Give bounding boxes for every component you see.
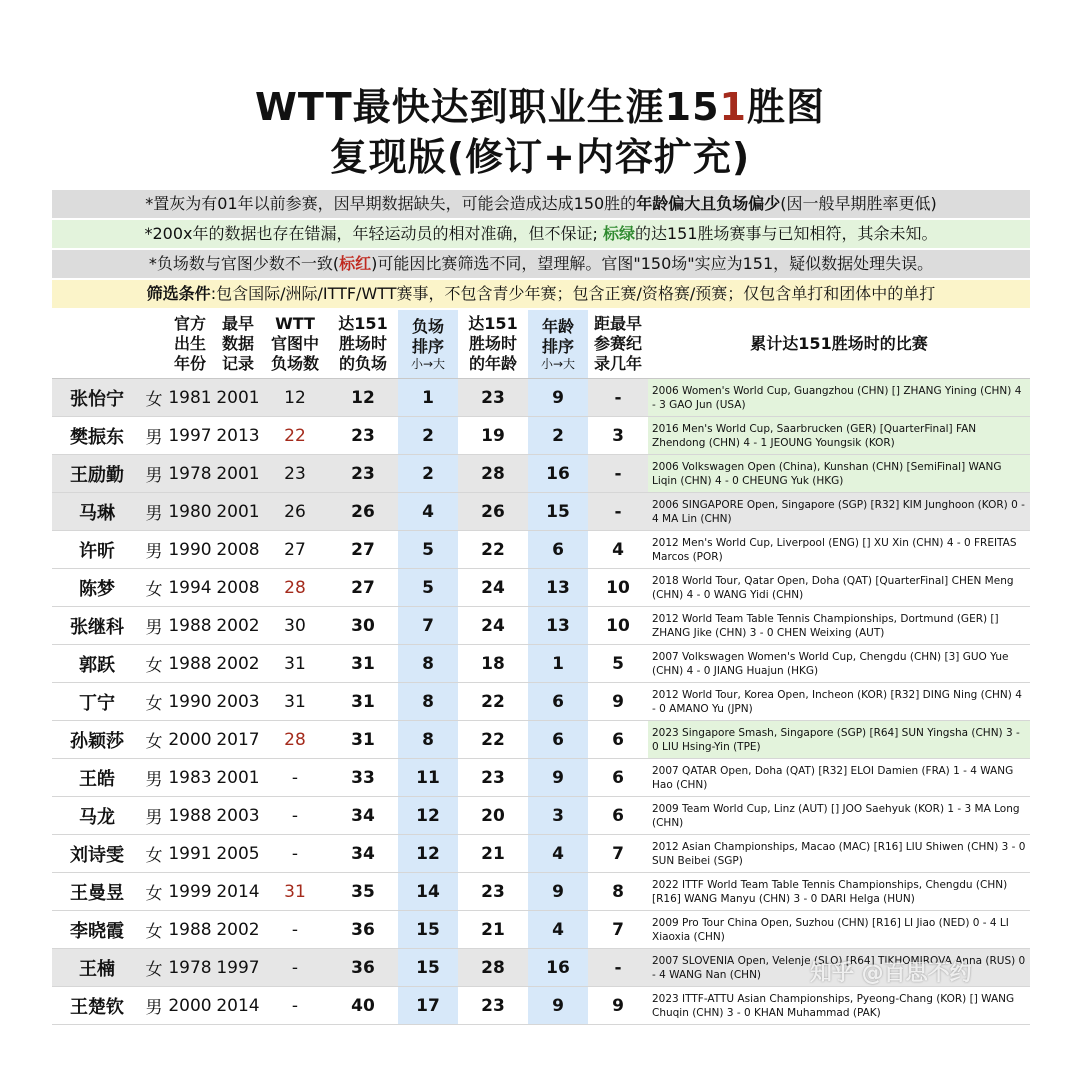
age-at-151: 22 xyxy=(481,691,505,712)
earliest-record: 2017 xyxy=(216,729,260,750)
player-sex: 男 xyxy=(145,770,163,790)
losses-at-151: 36 xyxy=(351,919,375,940)
table-row xyxy=(52,607,1030,645)
age-rank: 9 xyxy=(528,987,588,1024)
birth-year: 1990 xyxy=(168,691,212,712)
years-since-first: 6 xyxy=(612,805,624,826)
earliest-record: 2013 xyxy=(216,425,260,446)
player-sex: 女 xyxy=(145,922,163,942)
player-name: 郭跃 xyxy=(79,654,115,676)
age-rank: 16 xyxy=(528,949,588,986)
losses-at-151: 40 xyxy=(351,995,375,1016)
player-sex: 男 xyxy=(145,618,163,638)
match-at-151: 2012 Asian Championships, Macao (MAC) [R16] LIU Shiwen (CHN) 3 - 0 SUN Beibei (SGP) xyxy=(652,840,1026,867)
player-sex: 男 xyxy=(145,466,163,486)
wtt-losses: 26 xyxy=(284,501,306,522)
player-sex: 男 xyxy=(145,542,163,562)
wtt-losses: 30 xyxy=(284,615,306,636)
age-rank: 13 xyxy=(528,607,588,644)
match-at-151: 2016 Men's World Cup, Saarbrucken (GER) [QuarterFinal] FAN Zhendong (CHN) 4 - 1 JEOUNG Youngsik (KOR) xyxy=(648,417,1030,454)
loss-rank: 15 xyxy=(398,949,458,986)
birth-year: 1988 xyxy=(168,919,212,940)
table-row xyxy=(52,379,1030,417)
age-at-151: 22 xyxy=(481,729,505,750)
ranking-table xyxy=(52,310,1030,1025)
earliest-record: 2008 xyxy=(216,539,260,560)
player-name: 王皓 xyxy=(79,768,115,790)
loss-rank: 12 xyxy=(398,797,458,834)
note-gray: *置灰为有01年以前参赛，因早期数据缺失，可能会造成达成150胜的年龄偏大且负场偏少(因一般早期胜率更低) xyxy=(52,190,1030,218)
years-since-first: - xyxy=(614,957,622,978)
birth-year: 2000 xyxy=(168,995,212,1016)
player-name: 王励勤 xyxy=(70,464,124,486)
player-sex: 男 xyxy=(145,808,163,828)
years-since-first: 7 xyxy=(612,919,624,940)
match-at-151: 2023 Singapore Smash, Singapore (SGP) [R64] SUN Yingsha (CHN) 3 - 0 LIU Hsing-Yin (TPE) xyxy=(648,721,1030,758)
match-at-151: 2006 Volkswagen Open (China), Kunshan (CHN) [SemiFinal] WANG Liqin (CHN) 4 - 0 CHEUNG Yuk (HKG) xyxy=(648,455,1030,492)
player-sex: 女 xyxy=(145,846,163,866)
age-at-151: 26 xyxy=(481,501,505,522)
loss-rank: 8 xyxy=(398,721,458,758)
birth-year: 1988 xyxy=(168,653,212,674)
loss-rank: 5 xyxy=(398,531,458,568)
age-rank: 4 xyxy=(528,911,588,948)
wtt-losses: 31 xyxy=(284,881,306,902)
loss-rank: 15 xyxy=(398,911,458,948)
header-losses-at-151: 达151 胜场时 的负场 xyxy=(338,314,388,373)
match-at-151: 2009 Pro Tour China Open, Suzhou (CHN) [R16] LI Jiao (NED) 0 - 4 LI Xiaoxia (CHN) xyxy=(652,916,1009,943)
age-at-151: 20 xyxy=(481,805,505,826)
birth-year: 1994 xyxy=(168,577,212,598)
header-earliest-record: 最早 数据 记录 xyxy=(221,314,254,373)
player-name: 马龙 xyxy=(79,806,115,828)
player-name: 李晓霞 xyxy=(70,920,124,942)
earliest-record: 1997 xyxy=(216,957,260,978)
birth-year: 1988 xyxy=(168,805,212,826)
table-row xyxy=(52,455,1030,493)
match-at-151: 2007 SLOVENIA Open, Velenje (SLO) [R64] TIKHOMIROVA Anna (RUS) 0 - 4 WANG Nan (CHN) xyxy=(652,954,1026,981)
age-rank: 9 xyxy=(528,759,588,796)
player-sex: 男 xyxy=(145,428,163,448)
years-since-first: 6 xyxy=(612,767,624,788)
wtt-losses: - xyxy=(291,805,299,826)
losses-at-151: 27 xyxy=(351,539,375,560)
player-name: 刘诗雯 xyxy=(70,844,124,866)
earliest-record: 2003 xyxy=(216,805,260,826)
birth-year: 1980 xyxy=(168,501,212,522)
earliest-record: 2002 xyxy=(216,919,260,940)
table-row xyxy=(52,911,1030,949)
wtt-losses: - xyxy=(291,843,299,864)
losses-at-151: 23 xyxy=(351,463,375,484)
table-body xyxy=(52,379,1030,1025)
age-rank: 3 xyxy=(528,797,588,834)
wtt-losses: 28 xyxy=(284,577,306,598)
years-since-first: - xyxy=(614,501,622,522)
header-years-since: 距最早 参赛纪 录几年 xyxy=(593,314,642,373)
table-row xyxy=(52,797,1030,835)
table-row xyxy=(52,835,1030,873)
earliest-record: 2001 xyxy=(216,463,260,484)
age-at-151: 23 xyxy=(481,767,505,788)
age-at-151: 23 xyxy=(481,881,505,902)
losses-at-151: 36 xyxy=(351,957,375,978)
age-at-151: 23 xyxy=(481,995,505,1016)
age-at-151: 21 xyxy=(481,843,505,864)
header-loss-rank: 负场 排序 小→大 xyxy=(398,310,458,378)
match-at-151: 2009 Team World Cup, Linz (AUT) [] JOO Saehyuk (KOR) 1 - 3 MA Long (CHN) xyxy=(652,802,1020,829)
player-sex: 女 xyxy=(145,960,163,980)
years-since-first: - xyxy=(614,387,622,408)
loss-rank: 4 xyxy=(398,493,458,530)
age-rank: 1 xyxy=(528,645,588,682)
earliest-record: 2003 xyxy=(216,691,260,712)
age-at-151: 24 xyxy=(481,577,505,598)
losses-at-151: 35 xyxy=(351,881,375,902)
age-rank: 9 xyxy=(528,873,588,910)
table-row xyxy=(52,645,1030,683)
losses-at-151: 26 xyxy=(351,501,375,522)
player-sex: 女 xyxy=(145,580,163,600)
years-since-first: 7 xyxy=(612,843,624,864)
loss-rank: 5 xyxy=(398,569,458,606)
player-name: 马琳 xyxy=(79,502,115,524)
earliest-record: 2001 xyxy=(216,767,260,788)
player-name: 陈梦 xyxy=(79,578,115,600)
title-red-digit: 1 xyxy=(719,85,747,129)
loss-rank: 11 xyxy=(398,759,458,796)
earliest-record: 2008 xyxy=(216,577,260,598)
losses-at-151: 27 xyxy=(351,577,375,598)
wtt-losses: - xyxy=(291,919,299,940)
table-row xyxy=(52,493,1030,531)
player-name: 丁宁 xyxy=(79,692,115,714)
wtt-losses: 28 xyxy=(284,729,306,750)
loss-rank: 2 xyxy=(398,417,458,454)
table-row xyxy=(52,417,1030,455)
losses-at-151: 31 xyxy=(351,729,375,750)
header-age-at-151: 达151 胜场时 的年龄 xyxy=(468,314,518,373)
age-at-151: 23 xyxy=(481,387,505,408)
earliest-record: 2014 xyxy=(216,881,260,902)
birth-year: 1997 xyxy=(168,425,212,446)
player-name: 张怡宁 xyxy=(70,388,124,410)
age-rank: 13 xyxy=(528,569,588,606)
title-line2: 复现版(修订+内容扩充) xyxy=(329,135,751,179)
player-sex: 女 xyxy=(145,390,163,410)
player-name: 樊振东 xyxy=(70,426,124,448)
wtt-losses: - xyxy=(291,995,299,1016)
wtt-losses: 27 xyxy=(284,539,306,560)
player-sex: 女 xyxy=(145,732,163,752)
earliest-record: 2001 xyxy=(216,501,260,522)
age-at-151: 22 xyxy=(481,539,505,560)
table-row xyxy=(52,569,1030,607)
match-at-151: 2007 QATAR Open, Doha (QAT) [R32] ELOI Damien (FRA) 1 - 4 WANG Hao (CHN) xyxy=(652,764,1014,791)
table-row xyxy=(52,873,1030,911)
earliest-record: 2014 xyxy=(216,995,260,1016)
player-sex: 女 xyxy=(145,884,163,904)
age-rank: 6 xyxy=(528,683,588,720)
header-match: 累计达151胜场时的比赛 xyxy=(750,334,928,353)
wtt-losses: 22 xyxy=(284,425,306,446)
losses-at-151: 34 xyxy=(351,805,375,826)
wtt-losses: - xyxy=(291,767,299,788)
birth-year: 1981 xyxy=(168,387,212,408)
table-row xyxy=(52,531,1030,569)
years-since-first: 6 xyxy=(612,729,624,750)
years-since-first: 4 xyxy=(612,539,624,560)
losses-at-151: 33 xyxy=(351,767,375,788)
loss-rank: 14 xyxy=(398,873,458,910)
player-sex: 女 xyxy=(145,656,163,676)
note-filter: 筛选条件:包含国际/洲际/ITTF/WTT赛事，不包含青少年赛；包含正赛/资格赛/预赛；仅包含单打和团体中的单打 xyxy=(52,280,1030,308)
match-at-151: 2012 World Team Table Tennis Championships, Dortmund (GER) [] ZHANG Jike (CHN) 3 - 0 CHEN Weixing (AUT) xyxy=(652,612,999,639)
loss-rank: 8 xyxy=(398,683,458,720)
years-since-first: 10 xyxy=(606,577,630,598)
birth-year: 1991 xyxy=(168,843,212,864)
player-name: 许昕 xyxy=(79,540,115,562)
wtt-losses: 23 xyxy=(284,463,306,484)
age-at-151: 28 xyxy=(481,463,505,484)
birth-year: 1988 xyxy=(168,615,212,636)
loss-rank: 8 xyxy=(398,645,458,682)
losses-at-151: 12 xyxy=(351,387,375,408)
age-at-151: 28 xyxy=(481,957,505,978)
age-rank: 2 xyxy=(528,417,588,454)
age-at-151: 24 xyxy=(481,615,505,636)
years-since-first: 3 xyxy=(612,425,624,446)
note-green: *200x年的数据也存在错漏，年轻运动员的相对准确，但不保证; 标绿的达151胜场赛事与已知相符，其余未知。 xyxy=(52,220,1030,248)
table-row xyxy=(52,683,1030,721)
header-name xyxy=(52,310,142,378)
years-since-first: 9 xyxy=(612,995,624,1016)
wtt-losses: 31 xyxy=(284,691,306,712)
player-sex: 男 xyxy=(145,998,163,1018)
birth-year: 1990 xyxy=(168,539,212,560)
birth-year: 1978 xyxy=(168,957,212,978)
losses-at-151: 34 xyxy=(351,843,375,864)
player-name: 王楠 xyxy=(79,958,115,980)
age-rank: 9 xyxy=(528,379,588,416)
player-sex: 男 xyxy=(145,504,163,524)
player-sex: 女 xyxy=(145,694,163,714)
years-since-first: 5 xyxy=(612,653,624,674)
age-rank: 16 xyxy=(528,455,588,492)
age-at-151: 21 xyxy=(481,919,505,940)
losses-at-151: 31 xyxy=(351,691,375,712)
header-age-rank: 年龄 排序 小→大 xyxy=(528,310,588,378)
match-at-151: 2012 World Tour, Korea Open, Incheon (KOR) [R32] DING Ning (CHN) 4 - 0 AMANO Yu (JPN) xyxy=(652,688,1022,715)
match-at-151: 2023 ITTF-ATTU Asian Championships, Pyeong-Chang (KOR) [] WANG Chuqin (CHN) 3 - 0 KHAN Muhammad (PAK) xyxy=(652,992,1015,1019)
note-red: *负场数与官图少数不一致(标红)可能因比赛筛选不同，望理解。官图"150场"实应为151，疑似数据处理失误。 xyxy=(52,250,1030,278)
table-header xyxy=(52,310,1030,379)
losses-at-151: 23 xyxy=(351,425,375,446)
age-at-151: 18 xyxy=(481,653,505,674)
age-rank: 6 xyxy=(528,531,588,568)
notes xyxy=(52,190,1030,310)
player-name: 孙颖莎 xyxy=(70,730,124,752)
player-name: 张继科 xyxy=(70,616,124,638)
table-row xyxy=(52,987,1030,1025)
wtt-losses: 31 xyxy=(284,653,306,674)
years-since-first: 9 xyxy=(612,691,624,712)
loss-rank: 17 xyxy=(398,987,458,1024)
header-birth-year: 官方 出生 年份 xyxy=(173,314,206,373)
years-since-first: 10 xyxy=(606,615,630,636)
earliest-record: 2005 xyxy=(216,843,260,864)
match-at-151: 2006 SINGAPORE Open, Singapore (SGP) [R32] KIM Junghoon (KOR) 0 - 4 MA Lin (CHN) xyxy=(652,498,1025,525)
birth-year: 1983 xyxy=(168,767,212,788)
birth-year: 1978 xyxy=(168,463,212,484)
age-rank: 4 xyxy=(528,835,588,872)
losses-at-151: 30 xyxy=(351,615,375,636)
age-at-151: 19 xyxy=(481,425,505,446)
wtt-losses: - xyxy=(291,957,299,978)
header-wtt-losses: WTT 官图中 负场数 xyxy=(270,314,319,373)
player-name: 王楚钦 xyxy=(70,996,124,1018)
page-title xyxy=(0,82,1080,182)
loss-rank: 12 xyxy=(398,835,458,872)
loss-rank: 7 xyxy=(398,607,458,644)
match-at-151: 2007 Volkswagen Women's World Cup, Chengdu (CHN) [3] GUO Yue (CHN) 4 - 0 JIANG Huajun (HKG) xyxy=(652,650,1009,677)
match-at-151: 2018 World Tour, Qatar Open, Doha (QAT) [QuarterFinal] CHEN Meng (CHN) 4 - 0 WANG Yidi (CHN) xyxy=(652,574,1014,601)
title-line1: WTT最快达到职业生涯151胜图 xyxy=(255,85,825,129)
earliest-record: 2002 xyxy=(216,653,260,674)
wtt-losses: 12 xyxy=(284,387,306,408)
player-name: 王曼昱 xyxy=(70,882,124,904)
loss-rank: 1 xyxy=(398,379,458,416)
loss-rank: 2 xyxy=(398,455,458,492)
match-at-151: 2022 ITTF World Team Table Tennis Championships, Chengdu (CHN) [R16] WANG Manyu (CHN) 3 - 0 DARI Helga (HUN) xyxy=(652,878,1008,905)
birth-year: 1999 xyxy=(168,881,212,902)
age-rank: 6 xyxy=(528,721,588,758)
table-row xyxy=(52,759,1030,797)
losses-at-151: 31 xyxy=(351,653,375,674)
earliest-record: 2002 xyxy=(216,615,260,636)
age-rank: 15 xyxy=(528,493,588,530)
watermark: 知乎 @百思不约 xyxy=(810,961,972,986)
birth-year: 2000 xyxy=(168,729,212,750)
table-row xyxy=(52,721,1030,759)
years-since-first: 8 xyxy=(612,881,624,902)
header-sex xyxy=(142,310,166,378)
years-since-first: - xyxy=(614,463,622,484)
earliest-record: 2001 xyxy=(216,387,260,408)
match-at-151: 2012 Men's World Cup, Liverpool (ENG) [] XU Xin (CHN) 4 - 0 FREITAS Marcos (POR) xyxy=(652,536,1017,563)
match-at-151: 2006 Women's World Cup, Guangzhou (CHN) [] ZHANG Yining (CHN) 4 - 3 GAO Jun (USA) xyxy=(648,379,1030,416)
